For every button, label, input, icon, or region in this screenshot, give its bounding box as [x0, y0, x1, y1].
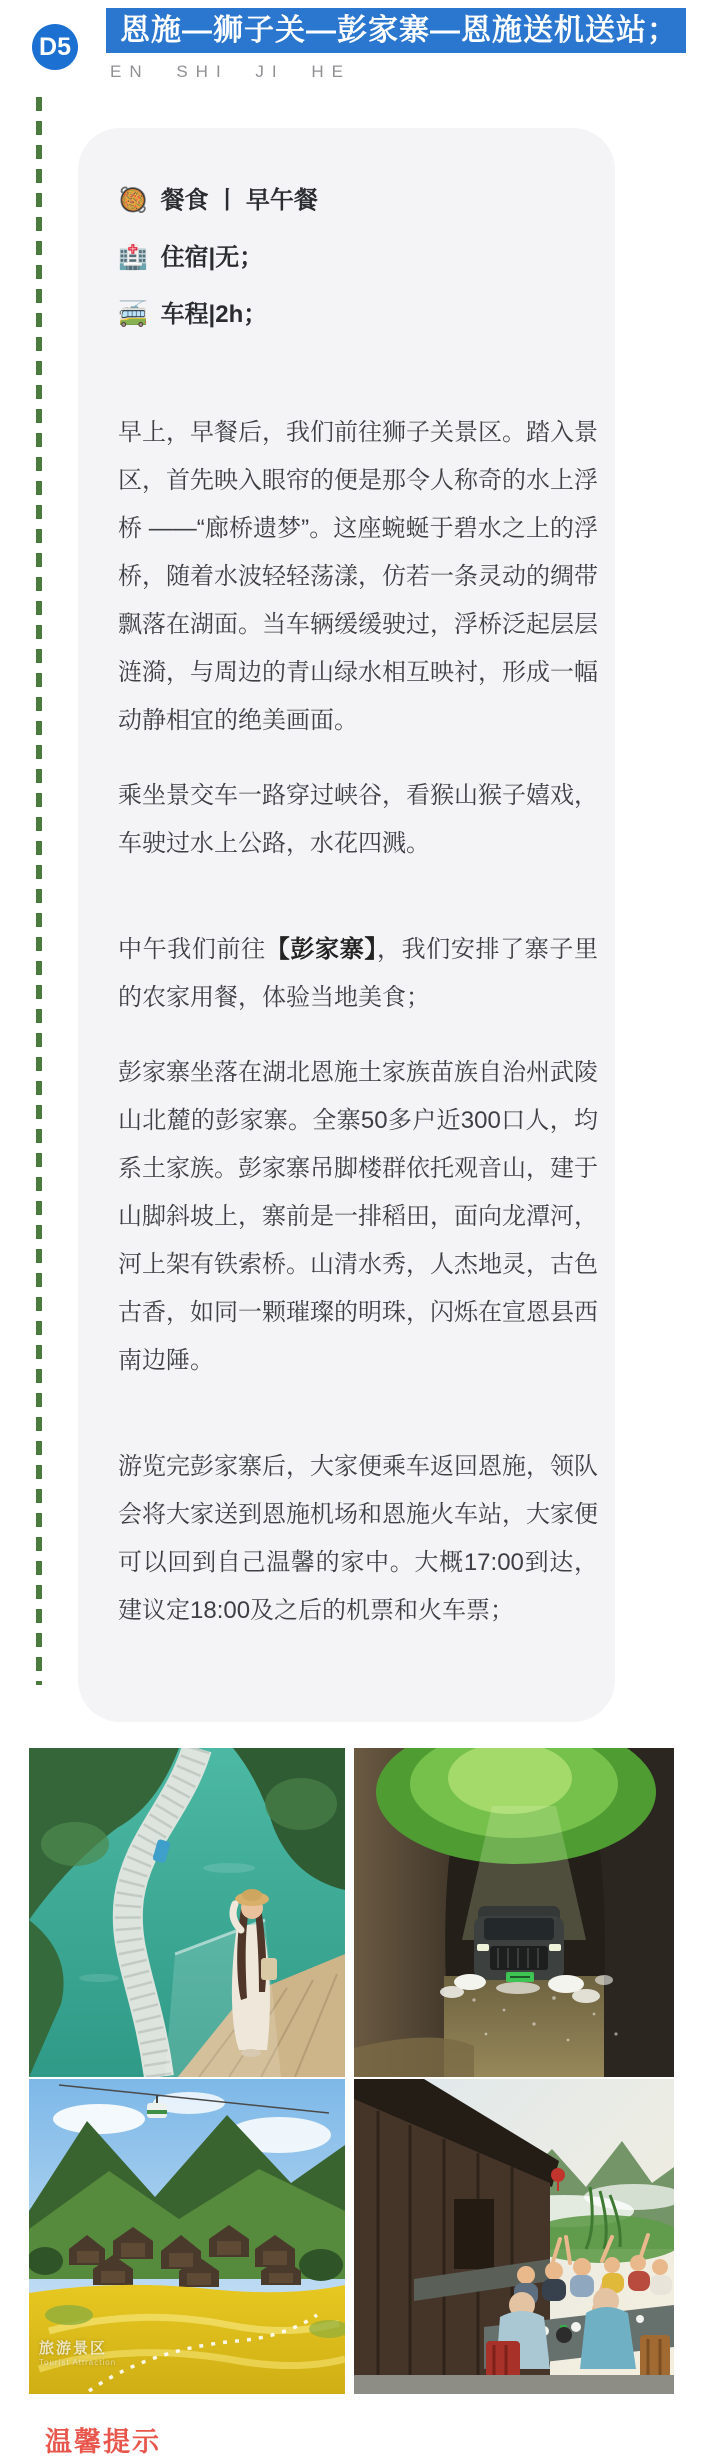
paragraph-noon [118, 926, 598, 1022]
photo-watermark [39, 2340, 116, 2368]
group-dinner-art [354, 2079, 674, 2394]
watermark-subtitle: Tourist Attraction [39, 2358, 117, 2368]
trolleybus-icon: 🚎 [118, 301, 148, 328]
day-badge: D5 [32, 24, 78, 70]
paragraph-shuttle: 乘坐景交车一路穿过峡谷，看猴山猴子嬉戏，车驶过水上公路，水花四溅。 [118, 782, 598, 857]
info-list [118, 172, 598, 343]
suv [474, 1906, 564, 1982]
floating-bridge-art [29, 1748, 345, 2077]
canyon-suv-art [354, 1748, 674, 2077]
group-dinner-photo[interactable] [354, 2079, 674, 2394]
paragraph-village-intro: 彭家寨坐落在湖北恩施土家族苗族自治州武陵山北麓的彭家寨。全寨50多户近300口人，均系土家族。彭家寨吊脚楼群依托观音山，建于山脚斜坡上，寨前是一排稻田，面向龙潭河，河上架有铁索桥。山清水秀，人杰地灵，古色古香，如同一颗璀璨的明珠，闪烁在宣恩县西南边陲。 [118, 1059, 598, 1374]
info-row-lodging [118, 229, 598, 286]
paragraph-return: 游览完彭家寨后，大家便乘车返回恩施，领队会将大家送到恩施机场和恩施火车站，大家便可以回到自己温馨的家中。大概17:00到达，建议定18:00及之后的机票和火车票； [118, 1453, 598, 1624]
hotel-building-icon: 🏥 [118, 244, 148, 271]
paragraph-text: ，我们安排了寨子里的农家用餐，体验当地美食； [118, 936, 599, 1011]
photo-grid [29, 1748, 674, 2394]
paragraph-block [118, 409, 598, 1635]
watermark-title: 旅游景区 [39, 2340, 108, 2358]
info-row-meals [118, 172, 598, 229]
day-header [0, 0, 702, 100]
village-rice-fields-photo[interactable] [29, 2079, 345, 2394]
timeline-dashed-line [36, 97, 42, 1685]
meals-label: 餐食 丨 早午餐 [160, 187, 318, 214]
drive-label: 车程|2h； [160, 301, 268, 328]
paragraph-morning: 早上，早餐后，我们前往狮子关景区。踏入景区，首先映入眼帘的便是那令人称奇的水上浮桥 ——“廊桥遗梦”。这座蜿蜒于碧水之上的浮桥，随着水波轻轻荡漾，仿若一条灵动的绸带飘落在湖面。当车辆缓缓驶过，浮桥泛起层层涟漪，与周边的青山绿水相互映衬，形成一幅动静相宜的绝美画面。 [118, 419, 598, 734]
itinerary-card [78, 128, 615, 1722]
floating-bridge-photo[interactable] [29, 1748, 345, 2077]
lodging-label: 住宿|无； [160, 244, 264, 271]
highlight-pengjiazhai: 【彭家寨】 [265, 936, 377, 963]
info-row-drive [118, 286, 598, 343]
tips-heading: 温馨提示 [45, 2427, 161, 2457]
canyon-suv-photo[interactable] [354, 1748, 674, 2077]
paragraph-text: 中午我们前往 [118, 936, 266, 963]
day-title: 恩施—狮子关—彭家寨—恩施送机送站； [106, 8, 686, 53]
food-pan-icon: 🥘 [118, 187, 148, 214]
day-subtitle: EN SHI JI HE [110, 62, 351, 81]
